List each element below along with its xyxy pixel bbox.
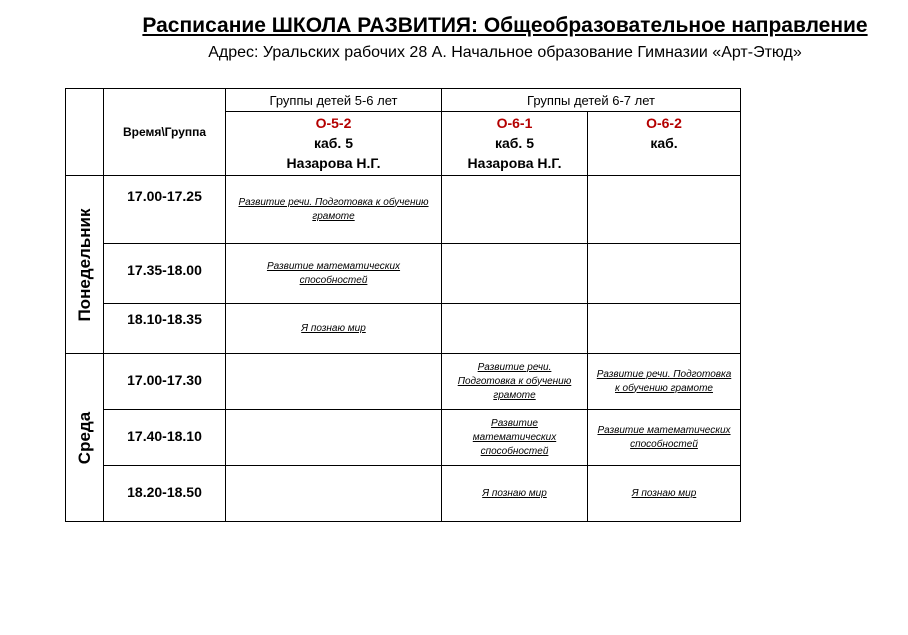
time-cell: 17.35-18.00 [104, 244, 226, 304]
lesson-cell [226, 354, 442, 410]
table-row [66, 244, 741, 304]
table-row [66, 354, 741, 410]
group-header-o-6-2 [588, 112, 741, 176]
group-code: О-5-2 [315, 115, 352, 131]
age-group-6-7: Группы детей 6-7 лет [442, 89, 741, 112]
lesson-cell [588, 244, 741, 304]
lesson-cell [226, 466, 442, 522]
day-cell-wednesday [66, 354, 104, 522]
lesson-cell: Развитие речи. Подготовка к обучению грамоте [442, 354, 588, 410]
lesson-cell: Развитие речи. Подготовка к обучению грамоте [226, 176, 442, 244]
lesson-cell [442, 244, 588, 304]
lesson-cell [226, 410, 442, 466]
group-header-o-6-1 [442, 112, 588, 176]
time-cell: 18.10-18.35 [104, 304, 226, 354]
lesson-cell: Развитие математических способностей [588, 410, 741, 466]
school-address: Адрес: Уральских рабочих 28 А. Начальное образование Гимназии «Арт-Этюд» [208, 44, 802, 61]
lesson-cell: Развитие математических способностей [442, 410, 588, 466]
time-cell: 17.40-18.10 [104, 410, 226, 466]
day-label: Среда [74, 411, 94, 464]
time-group-header: Время\Группа [104, 89, 226, 176]
group-teacher: Назарова Н.Г. [467, 155, 562, 171]
time-cell: 17.00-17.30 [104, 354, 226, 410]
table-row [66, 304, 741, 354]
schedule-table [65, 88, 741, 522]
lesson-cell [442, 176, 588, 244]
group-code: О-6-1 [496, 115, 533, 131]
table-row [66, 466, 741, 522]
lesson-cell: Развитие речи. Подготовка к обучению грамоте [588, 354, 741, 410]
age-group-5-6: Группы детей 5-6 лет [226, 89, 442, 112]
table-row [66, 410, 741, 466]
group-room: каб. 5 [313, 135, 353, 151]
day-cell-monday [66, 176, 104, 354]
lesson-cell: Я познаю мир [442, 466, 588, 522]
group-room: каб. 5 [494, 135, 534, 151]
lesson-cell [442, 304, 588, 354]
page-title: Расписание ШКОЛА РАЗВИТИЯ: Общеобразовательное направление [142, 14, 868, 37]
day-label: Понедельник [74, 207, 94, 322]
header-empty-day-cell [66, 89, 104, 176]
lesson-cell: Я познаю мир [588, 466, 741, 522]
header-row-age-groups [66, 89, 741, 112]
group-teacher: Назарова Н.Г. [286, 155, 381, 171]
table-row [66, 176, 741, 244]
lesson-cell: Я познаю мир [226, 304, 442, 354]
lesson-cell: Развитие математических способностей [226, 244, 442, 304]
lesson-cell [588, 176, 741, 244]
group-code: О-6-2 [646, 115, 682, 131]
time-cell: 18.20-18.50 [104, 466, 226, 522]
lesson-cell [588, 304, 741, 354]
time-cell: 17.00-17.25 [104, 176, 226, 244]
group-room: каб. [650, 135, 678, 151]
group-header-o-5-2 [226, 112, 442, 176]
